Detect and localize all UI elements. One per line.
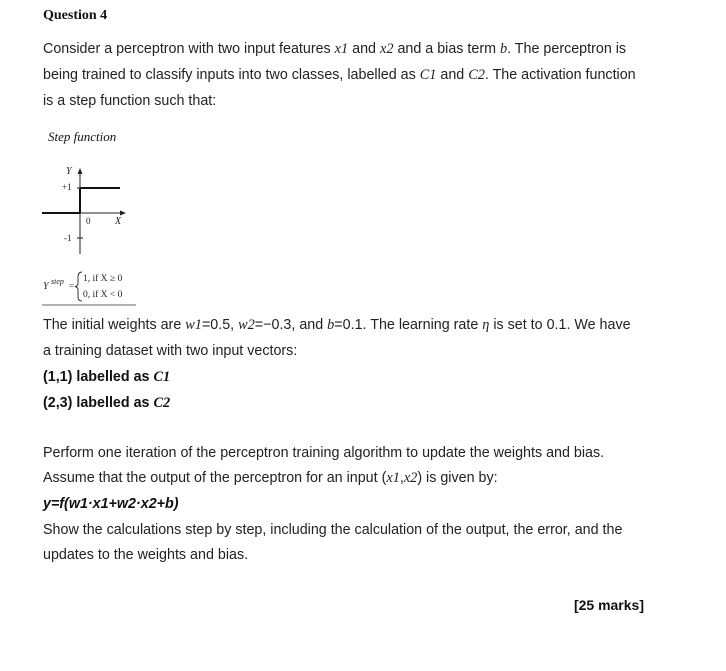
dataset-item [43, 364, 170, 390]
intro-text: and [348, 41, 380, 57]
var-b: b [327, 317, 335, 333]
intro-text: . The activation function [484, 67, 636, 83]
figure-caption: Step function [48, 129, 117, 144]
weights-text: is set to 0.1. We have [489, 317, 631, 333]
task-line-3: Show the calculations step by step, including the calculation of the output, the error, and the [43, 522, 623, 538]
intro-text: and a bias term [393, 41, 500, 57]
dataset-vector: (1,1) labelled as [43, 369, 154, 385]
weights-text: =−0.3, and [254, 317, 328, 333]
dataset-item [43, 390, 170, 416]
intro-line-2 [43, 62, 636, 88]
tick-label-minus1: -1 [64, 233, 72, 243]
weights-text: =0.5, [201, 317, 239, 333]
task-line-1: Perform one iteration of the perceptron training algorithm to update the weights and bias. [43, 445, 605, 461]
question-title: Question 4 [43, 8, 108, 23]
intro-text: and [436, 67, 469, 83]
class-c1: C1 [419, 67, 437, 83]
weights-text: The initial weights are [43, 317, 186, 333]
intro-line-3: is a step function such that: [43, 93, 217, 109]
x-axis-label: X [115, 216, 122, 227]
dataset-class: C1 [153, 369, 171, 385]
weights-text: =0.1. The learning rate [334, 317, 483, 333]
output-equation: y=f(w1·x1+w2·x2+b) [43, 496, 179, 512]
formula-equals: = [69, 281, 75, 291]
task-text: Assume that the output of the perceptron for an input ( [43, 470, 387, 486]
task-line-4: updates to the weights and bias. [43, 547, 249, 563]
var-x2: x2 [379, 41, 394, 57]
var-x1: x1 [386, 470, 400, 486]
weights-line-2: a training dataset with two input vectors: [43, 343, 298, 359]
formula-case-1: 1, if X ≥ 0 [83, 274, 123, 284]
y-axis-arrow [78, 168, 83, 174]
formula-case-2: 0, if X < 0 [83, 290, 123, 300]
tick-label-plus1: +1 [62, 182, 72, 192]
task-line-2 [43, 465, 498, 491]
weights-line-1 [43, 312, 631, 338]
class-c2: C2 [468, 67, 485, 83]
step-formula [40, 267, 150, 307]
intro-text: . The perceptron is [507, 41, 627, 57]
var-b: b [499, 41, 508, 57]
intro-text: Consider a perceptron with two input features [43, 41, 335, 57]
var-x2: x2 [403, 470, 418, 486]
formula-superscript: step [51, 277, 64, 286]
marks-label: [25 marks] [573, 597, 644, 613]
y-axis-label: Y [66, 166, 72, 177]
intro-text: being trained to classify inputs into two classes, labelled as [43, 67, 420, 83]
formula-lhs: Y [43, 281, 49, 292]
var-w1: w1 [185, 317, 202, 333]
formula-brace [75, 272, 82, 301]
dataset-class: C2 [153, 395, 171, 411]
step-function-plot [36, 160, 136, 260]
var-x1: x1 [334, 41, 349, 57]
dataset-vector: (2,3) labelled as [43, 395, 154, 411]
task-text: ) is given by: [417, 470, 498, 486]
x-axis-arrow [120, 211, 126, 216]
intro-line-1 [43, 36, 626, 62]
var-w2: w2 [238, 317, 255, 333]
var-eta: η [482, 317, 490, 333]
task-text: , [399, 470, 404, 486]
origin-label: 0 [86, 216, 91, 226]
